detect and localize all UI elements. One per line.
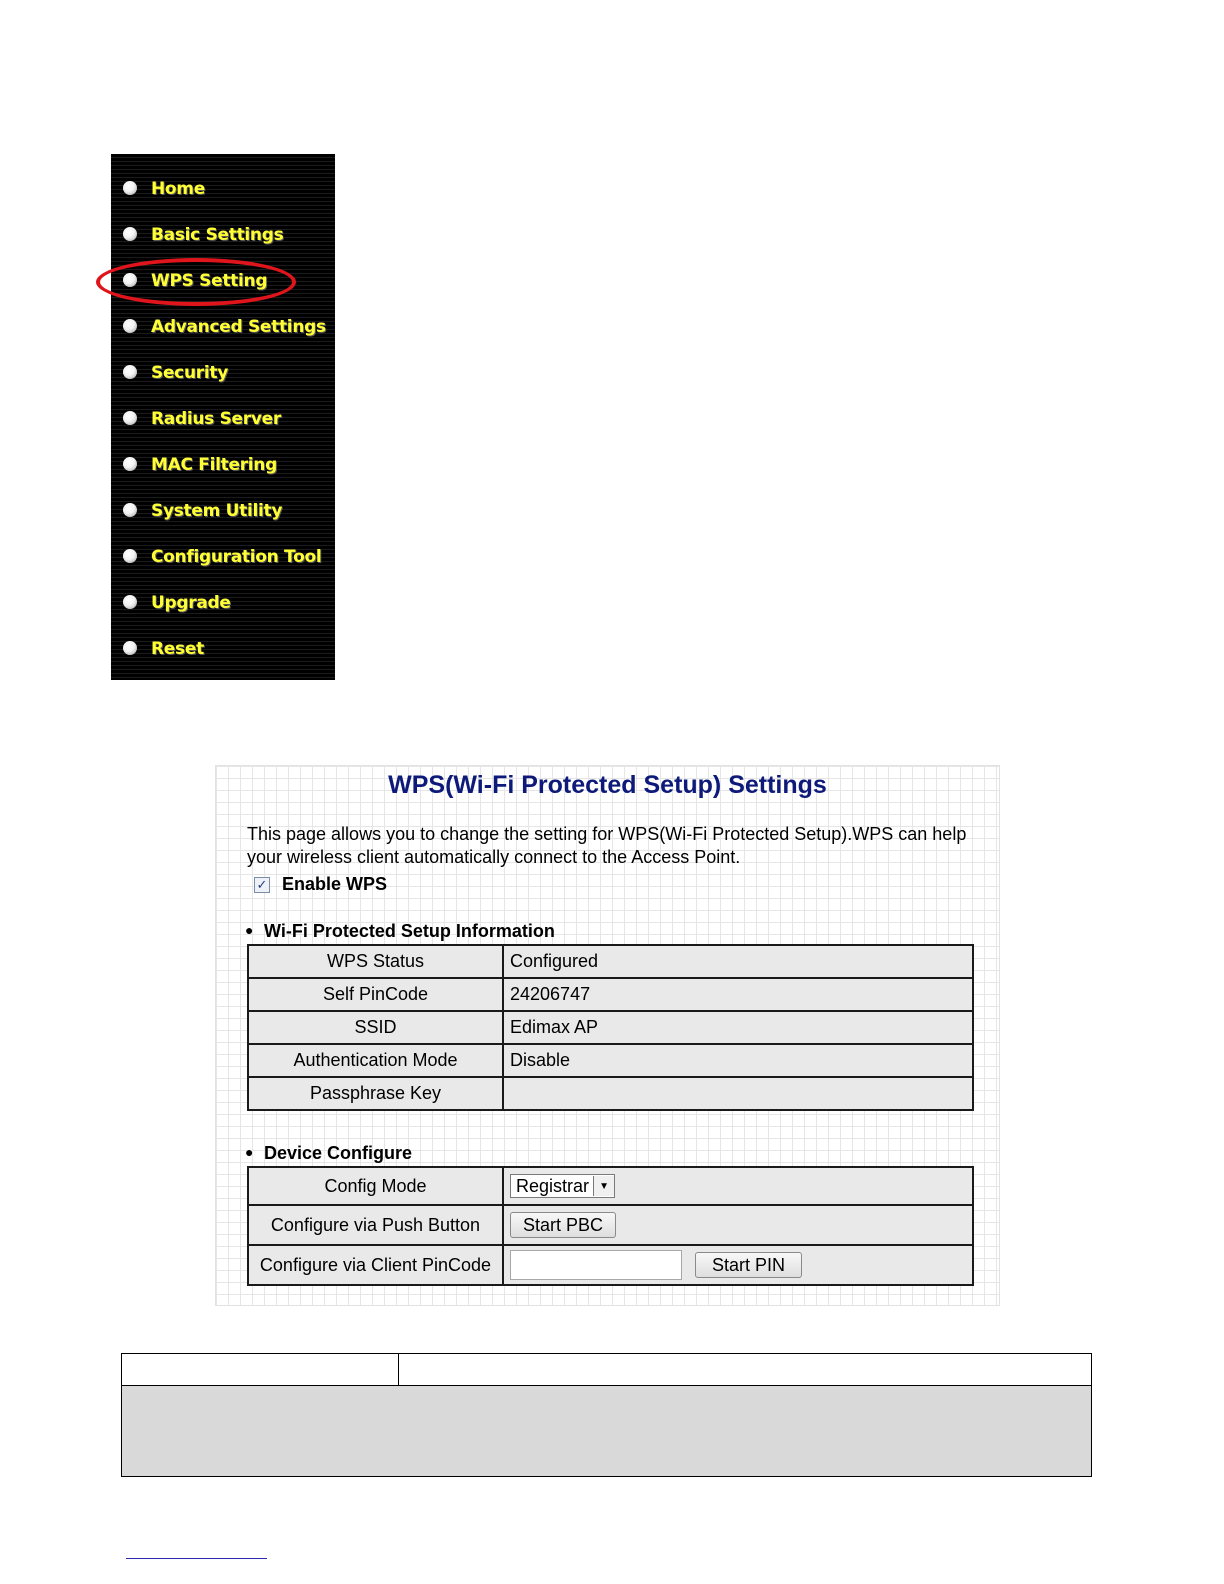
bullet-icon	[123, 549, 137, 563]
bullet-icon	[123, 503, 137, 517]
row-label: Authentication Mode	[248, 1044, 503, 1077]
sidebar-item-label: Home	[151, 179, 205, 199]
table-row	[248, 1167, 973, 1205]
enable-wps-label: Enable WPS	[282, 874, 388, 894]
sidebar-item-label: Upgrade	[151, 593, 231, 613]
table-row	[248, 1205, 973, 1245]
sidebar-item-label: Basic Settings	[151, 225, 284, 245]
document-table	[121, 1353, 1092, 1477]
table-row	[248, 945, 973, 978]
sidebar-item-system-utility[interactable]	[111, 497, 335, 527]
row-value	[503, 1245, 973, 1285]
highlight-circle	[96, 258, 296, 306]
row-value	[503, 1077, 973, 1110]
sidebar-item-label: Reset	[151, 639, 204, 659]
table-row	[248, 978, 973, 1011]
column-divider	[398, 1354, 399, 1385]
row-value	[503, 1167, 973, 1205]
sidebar-item-advanced-settings[interactable]	[111, 313, 335, 343]
bullet-icon	[123, 457, 137, 471]
wps-settings-panel	[215, 765, 1000, 1306]
sidebar-item-configuration-tool[interactable]	[111, 543, 335, 573]
row-label: Configure via Client PinCode	[248, 1245, 503, 1285]
row-label: Configure via Push Button	[248, 1205, 503, 1245]
table-row	[248, 1077, 973, 1110]
table-row	[248, 1245, 973, 1285]
footer-link-underline	[126, 1558, 267, 1559]
client-pincode-input[interactable]	[510, 1250, 682, 1280]
config-mode-value: Registrar	[516, 1175, 590, 1196]
wps-info-table	[247, 944, 974, 1111]
table-body-row	[122, 1386, 1091, 1476]
sidebar-item-label: Advanced Settings	[151, 317, 326, 337]
sidebar-item-label: System Utility	[151, 501, 283, 521]
config-mode-select[interactable]	[510, 1174, 615, 1198]
bullet-icon	[123, 181, 137, 195]
table-row	[248, 1011, 973, 1044]
bullet-icon	[123, 227, 137, 241]
bullet-icon	[123, 365, 137, 379]
sidebar-item-label: Security	[151, 363, 228, 383]
section-heading	[245, 1143, 412, 1164]
sidebar-item-mac-filtering[interactable]	[111, 451, 335, 481]
start-pin-button[interactable]: Start PIN	[695, 1252, 802, 1278]
section-heading-label: Device Configure	[264, 1143, 413, 1163]
row-value: Edimax AP	[503, 1011, 973, 1044]
sidebar-item-label: Radius Server	[151, 409, 281, 429]
section-heading	[245, 921, 555, 942]
bullet-icon: ●	[245, 922, 254, 938]
enable-wps-row	[254, 874, 387, 895]
sidebar-item-label: MAC Filtering	[151, 455, 277, 475]
bullet-icon	[123, 319, 137, 333]
sidebar-item-basic-settings[interactable]	[111, 221, 335, 251]
page-title: WPS(Wi-Fi Protected Setup) Settings	[388, 771, 827, 799]
row-label: Config Mode	[248, 1167, 503, 1205]
row-value: Configured	[503, 945, 973, 978]
section-heading-label: Wi-Fi Protected Setup Information	[264, 921, 555, 941]
table-header-row	[122, 1354, 1091, 1386]
page-description: This page allows you to change the setting for WPS(Wi-Fi Protected Setup).WPS can help your wireless client automatically connect to the Access Point.	[247, 824, 967, 867]
sidebar-item-radius-server[interactable]	[111, 405, 335, 435]
row-value: 24206747	[503, 978, 973, 1011]
sidebar-item-home[interactable]	[111, 175, 335, 205]
row-label: Passphrase Key	[248, 1077, 503, 1110]
sidebar-item-reset[interactable]	[111, 635, 335, 665]
sidebar-item-label: WPS Setting	[151, 271, 268, 291]
bullet-icon	[123, 411, 137, 425]
enable-wps-checkbox[interactable]: ✓	[254, 877, 270, 893]
start-pbc-button[interactable]: Start PBC	[510, 1212, 616, 1238]
sidebar-item-label: Configuration Tool	[151, 547, 322, 567]
sidebar-item-upgrade[interactable]	[111, 589, 335, 619]
row-label: WPS Status	[248, 945, 503, 978]
row-value: Disable	[503, 1044, 973, 1077]
device-configure-table	[247, 1166, 974, 1286]
table-row	[248, 1044, 973, 1077]
sidebar-item-security[interactable]	[111, 359, 335, 389]
bullet-icon	[123, 641, 137, 655]
sidebar-menu	[111, 154, 335, 680]
row-label: Self PinCode	[248, 978, 503, 1011]
row-value	[503, 1205, 973, 1245]
row-label: SSID	[248, 1011, 503, 1044]
bullet-icon	[123, 595, 137, 609]
dropdown-arrow-icon[interactable]: ▼	[593, 1176, 614, 1196]
bullet-icon: ●	[245, 1144, 254, 1160]
